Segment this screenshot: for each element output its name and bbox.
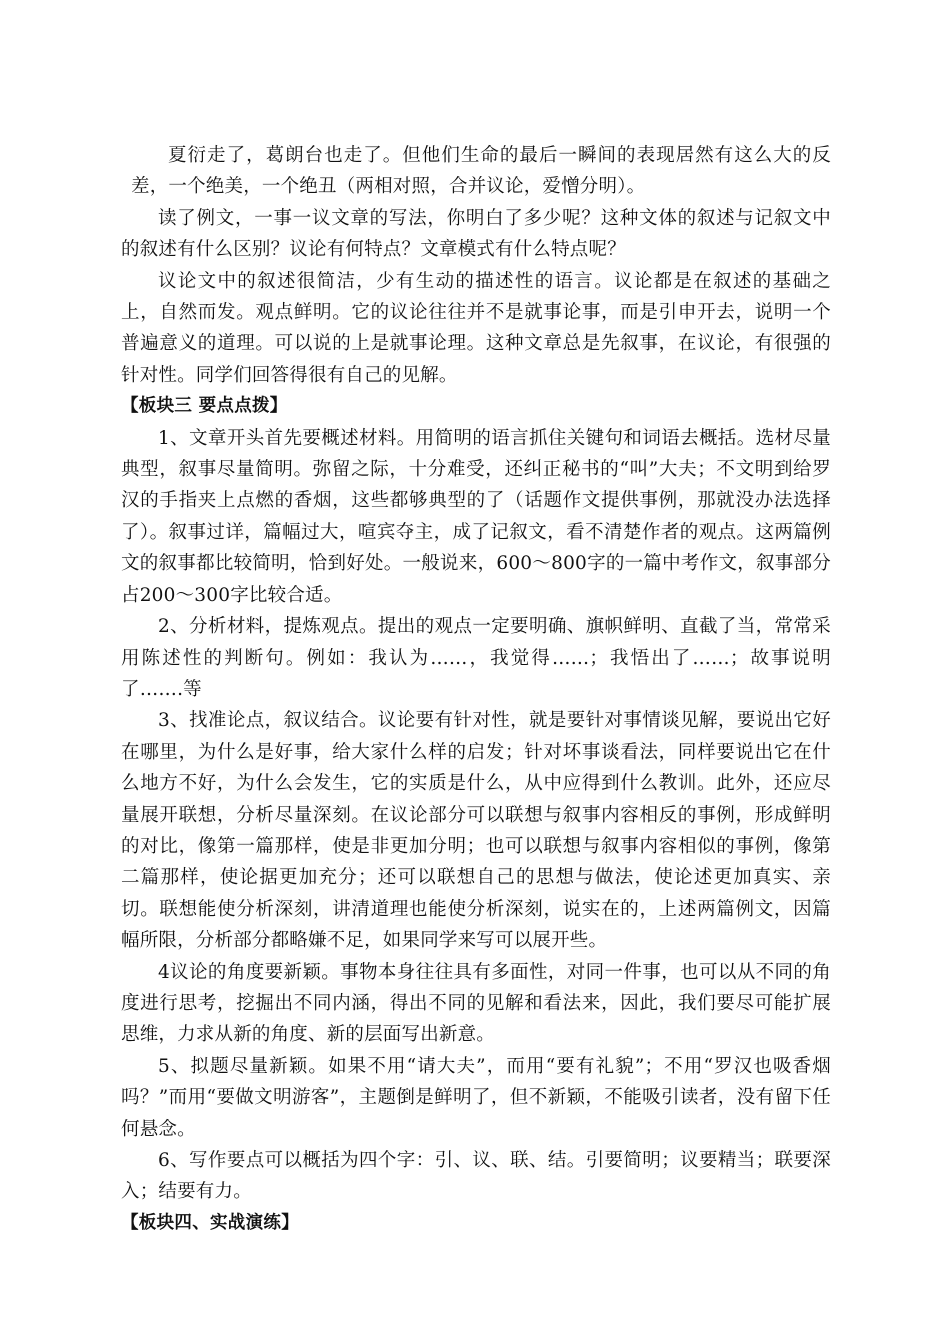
section3-heading: 【板块三 要点点拨】 xyxy=(121,396,288,417)
point-4-paragraph: 4议论的角度要新颖。事物本身往往具有多面性，对同一件事，也可以从不同的角度进行思考，挖掘出不同内涵，得出不同的见解和看法来，因此，我们要尽可能扩展思维，力求从新的角度、新的层面写出新意。 xyxy=(121,961,831,1046)
point-5-paragraph: 5、拟题尽量新颖。如果不用“请大夫”，而用“要有礼貌”；不用“罗汉也吸香烟吗？”而用“要做文明游客”，主题倒是鲜明了，但不新颖，不能吸引读者，没有留下任何悬念。 xyxy=(121,1055,831,1140)
point-2-paragraph: 2、分析材料，提炼观点。提出的观点一定要明确、旗帜鲜明、直截了当，常常采用陈述性的判断句。例如：我认为……，我觉得……；我悟出了……；故事说明了…….等 xyxy=(121,616,831,700)
section4-heading: 【板块四、实战演练】 xyxy=(121,1212,299,1233)
point-6-paragraph: 6、写作要点可以概括为四个字：引、议、联、结。引要简明；议要精当；联要深入；结要有力。 xyxy=(121,1150,831,1203)
intro-paragraph-3: 议论文中的叙述很简洁，少有生动的描述性的语言。议论都是在叙述的基础之上，自然而发。观点鲜明。它的议论往往并不是就事论事，而是引申开去，说明一个普遍意义的道理。可以说的上是就事论理。这种文章总是先叙事，在议论，有很强的针对性。同学们回答得很有自己的见解。 xyxy=(121,270,831,386)
document-page xyxy=(121,140,831,1239)
intro-paragraph-1: 夏衍走了，葛朗台也走了。但他们生命的最后一瞬间的表现居然有这么大的反差，一个绝美，一个绝丑（两相对照，合并议论，爱憎分明）。 xyxy=(131,145,831,198)
point-1-paragraph: 1、文章开头首先要概述材料。用简明的语言抓住关键句和词语去概括。选材尽量典型，叙事尽量简明。弥留之际，十分难受，还纠正秘书的“叫”大夫；不文明到给罗汉的手指夹上点燃的香烟，这些都够典型的了（话题作文提供事例，那就没办法选择了）。叙事过详，篇幅过大，喧宾夺主，成了记叙文，看不清楚作者的观点。这两篇例文的叙事都比较简明，恰到好处。一般说来，600～800字的一篇中考作文，叙事部分占200～300字比较合适。 xyxy=(121,427,831,606)
point-3-paragraph: 3、找准论点，叙议结合。议论要有针对性，就是要针对事情谈见解，要说出它好在哪里，为什么是好事，给大家什么样的启发；针对坏事谈看法，同样要说出它在什么地方不好，为什么会发生，它的实质是什么，从中应得到什么教训。此外，还应尽量展开联想，分析尽量深刻。在议论部分可以联想与叙事内容相反的事例，形成鲜明的对比，像第一篇那样，使是非更加分明；也可以联想与叙事内容相似的事例，像第二篇那样，使论据更加充分；还可以联想自己的思想与做法，使论述更加真实、亲切。联想能使分析深刻，讲清道理也能使分析深刻，说实在的，上述两篇例文，因篇幅所限，分析部分都略嫌不足，如果同学来写可以展开些。 xyxy=(121,710,831,952)
intro-paragraph-2: 读了例文，一事一议文章的写法，你明白了多少呢？这种文体的叙述与记叙文中的叙述有什么区别？议论有何特点？文章模式有什么特点呢？ xyxy=(121,207,831,261)
